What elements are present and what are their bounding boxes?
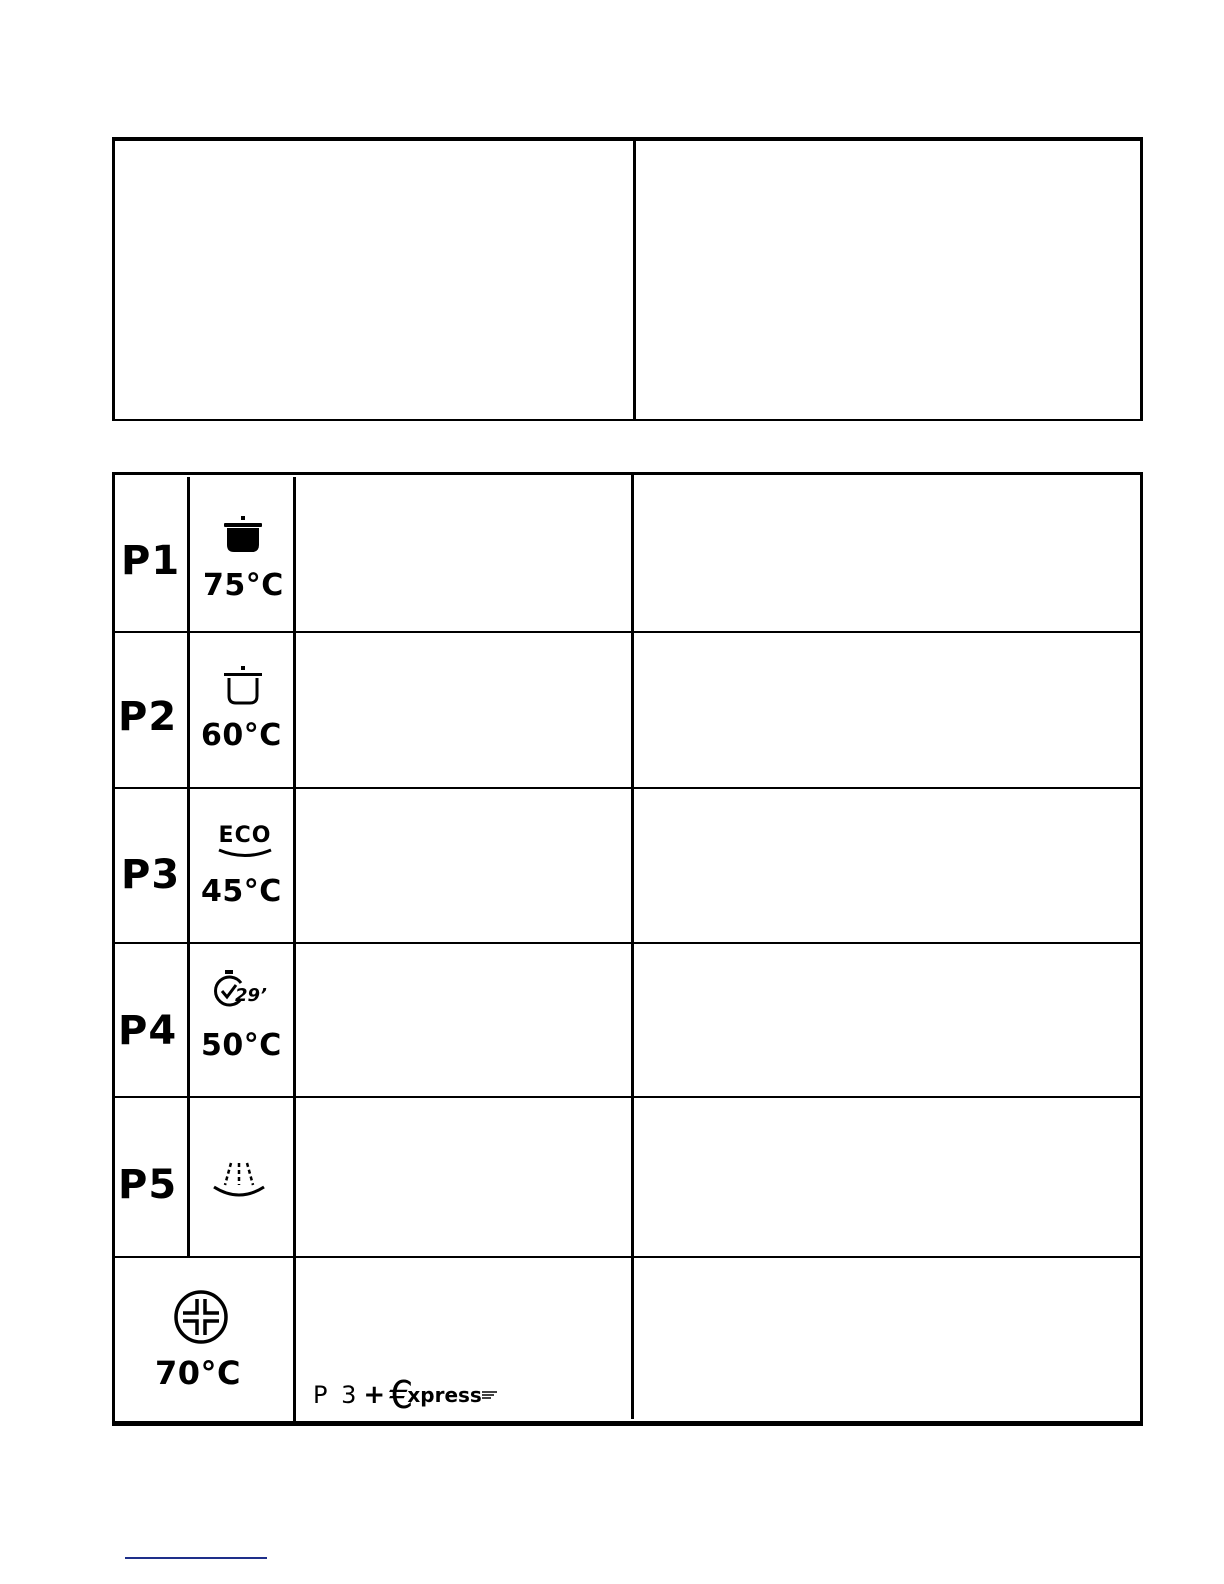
speed-lines-icon	[482, 1389, 498, 1401]
pot-filled-icon	[221, 515, 265, 555]
program-label: P2	[118, 694, 178, 740]
rinse-spray-icon	[211, 1159, 267, 1199]
program-label: P3	[121, 852, 181, 898]
pot-outline-icon	[221, 665, 265, 707]
program-table	[112, 472, 1143, 1426]
euro-logo-icon: €	[389, 1373, 414, 1417]
program-temp: 45°C	[201, 874, 282, 909]
express-plus: +	[363, 1380, 386, 1410]
program-label: P4	[118, 1008, 178, 1054]
eco-icon-text: ECO	[218, 823, 272, 848]
header-table-divider	[633, 141, 636, 419]
footnote-rule	[125, 1557, 267, 1559]
row-divider	[115, 942, 1140, 944]
row-divider	[115, 1256, 1140, 1258]
express-p3: P 3	[313, 1381, 360, 1409]
eco-icon	[215, 825, 275, 865]
row-divider	[115, 631, 1140, 633]
extra-temp: 70°C	[155, 1354, 242, 1392]
header-table	[112, 137, 1143, 421]
hygiene-cross-icon	[173, 1289, 229, 1345]
row-divider	[115, 787, 1140, 789]
program-temp: 60°C	[201, 718, 282, 753]
express-combo-label	[313, 1375, 498, 1415]
col-divider-icon	[293, 477, 296, 1421]
program-temp: 50°C	[201, 1028, 282, 1063]
timer-icon-text: 29’	[235, 985, 267, 1006]
timer-icon	[209, 969, 279, 1013]
row-divider	[115, 1096, 1140, 1098]
program-label: P1	[121, 538, 181, 584]
express-text: xpress	[407, 1383, 482, 1407]
program-label: P5	[118, 1162, 178, 1208]
col-divider-desc	[631, 475, 634, 1419]
program-temp: 75°C	[203, 568, 284, 603]
col-divider-label	[187, 477, 190, 1257]
